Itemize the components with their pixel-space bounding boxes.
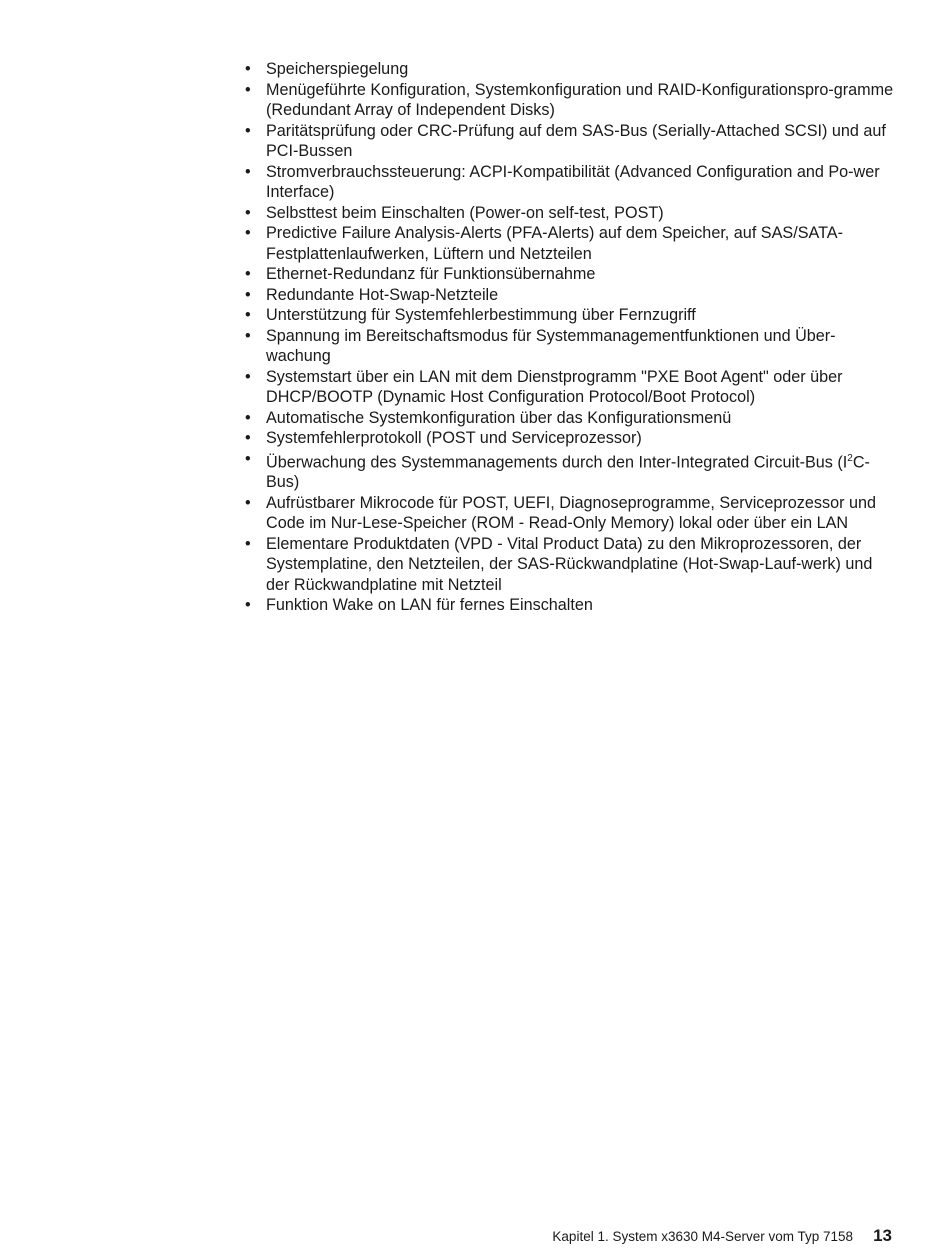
list-item-text: Selbsttest beim Einschalten (Power-on self-test, POST) [266,203,664,222]
bullet-icon: • [245,60,251,78]
list-item-text: Unterstützung für Systemfehlerbestimmung über Fernzugriff [266,306,696,324]
list-item-text: Elementare Produktdaten (VPD - Vital Product Data) zu den Mikroprozessoren, der Systemplatine, den Netzteilen, der SAS-Rückwandplatine (Hot-Swap-Lauf-werk) und der Rückwandplatine mit Netzteil [266,534,873,594]
bullet-icon: • [245,285,251,304]
page-number: 13 [873,1226,892,1245]
list-item-text: Systemfehlerprotokoll (POST und Serviceprozessor) [266,429,642,447]
list-item [247,449,897,493]
bullet-icon: • [245,429,251,447]
bullet-icon: • [245,596,251,615]
bullet-icon: • [245,121,251,140]
bullet-icon: • [245,80,251,99]
feature-list [247,59,897,616]
superscript: 2 [847,452,853,464]
list-item [247,305,897,326]
list-item-text-pre: (I [837,452,848,471]
chapter-title: Kapitel 1. System x3630 M4-Server vom Typ 7158 [552,1229,854,1244]
list-item-text-post: C-Bus) [266,452,870,492]
bullet-icon: • [245,265,251,283]
list-item-text: Paritätsprüfung oder CRC-Prüfung auf dem SAS-Bus (Serially-Attached SCSI) und auf PCI-Bussen [266,121,886,160]
page-footer [552,1226,892,1246]
list-item [247,493,897,534]
list-item-text: Predictive Failure Analysis-Alerts (PFA-Alerts) auf dem Speicher, auf SAS/SATA-Festplattenlaufwerken, Lüftern und Netzteilen [266,224,843,263]
bullet-icon: • [245,534,251,553]
bullet-icon: • [245,326,251,345]
list-item-text: Redundante Hot-Swap-Netzteile [266,285,499,304]
list-item-text: Speicherspiegelung [266,60,409,78]
list-item [247,428,897,449]
bullet-icon: • [245,493,251,512]
list-item [247,203,897,224]
list-item-text: Automatische Systemkonfiguration über das Konfigurationsmenü [266,408,732,427]
list-item [247,408,897,429]
bullet-icon: • [245,203,251,222]
list-item [247,162,897,203]
bullet-icon: • [245,408,251,427]
list-item [247,326,897,367]
bullet-icon: • [245,367,251,386]
list-item-text: Überwachung des Systemmanagements durch den Inter-Integrated Circuit-Bus [266,452,833,471]
list-item [247,80,897,121]
bullet-icon: • [245,224,251,242]
list-item [247,534,897,596]
bullet-icon: • [245,306,251,324]
list-item [247,59,897,80]
list-item-text: Funktion Wake on LAN für fernes Einschalten [266,596,593,615]
list-item-text: Ethernet-Redundanz für Funktionsübernahme [266,265,596,283]
list-item [247,121,897,162]
list-item [247,223,897,264]
list-item [247,264,897,285]
bullet-icon: • [245,449,251,468]
list-item [247,595,897,616]
list-item-text: Systemstart über ein LAN mit dem Dienstprogramm "PXE Boot Agent" oder über DHCP/BOOTP (Dynamic Host Configuration Protocol/Boot Protocol) [266,367,843,406]
list-item-text: Menügeführte Konfiguration, Systemkonfiguration und RAID-Konfigurationspro-gramme (Redundant Array of Independent Disks) [266,80,894,119]
list-item [247,367,897,408]
bullet-icon: • [245,162,251,181]
list-item [247,285,897,306]
list-item-text: Spannung im Bereitschaftsmodus für Systemmanagementfunktionen und Über-wachung [266,326,836,365]
list-item-text: Stromverbrauchssteuerung: ACPI-Kompatibilität (Advanced Configuration and Po-wer Interface) [266,162,880,201]
list-item-text: Aufrüstbarer Mikrocode für POST, UEFI, Diagnoseprogramme, Serviceprozessor und Code im Nur-Lese-Speicher (ROM - Read-Only Memory) lokal oder über ein LAN [266,493,876,533]
